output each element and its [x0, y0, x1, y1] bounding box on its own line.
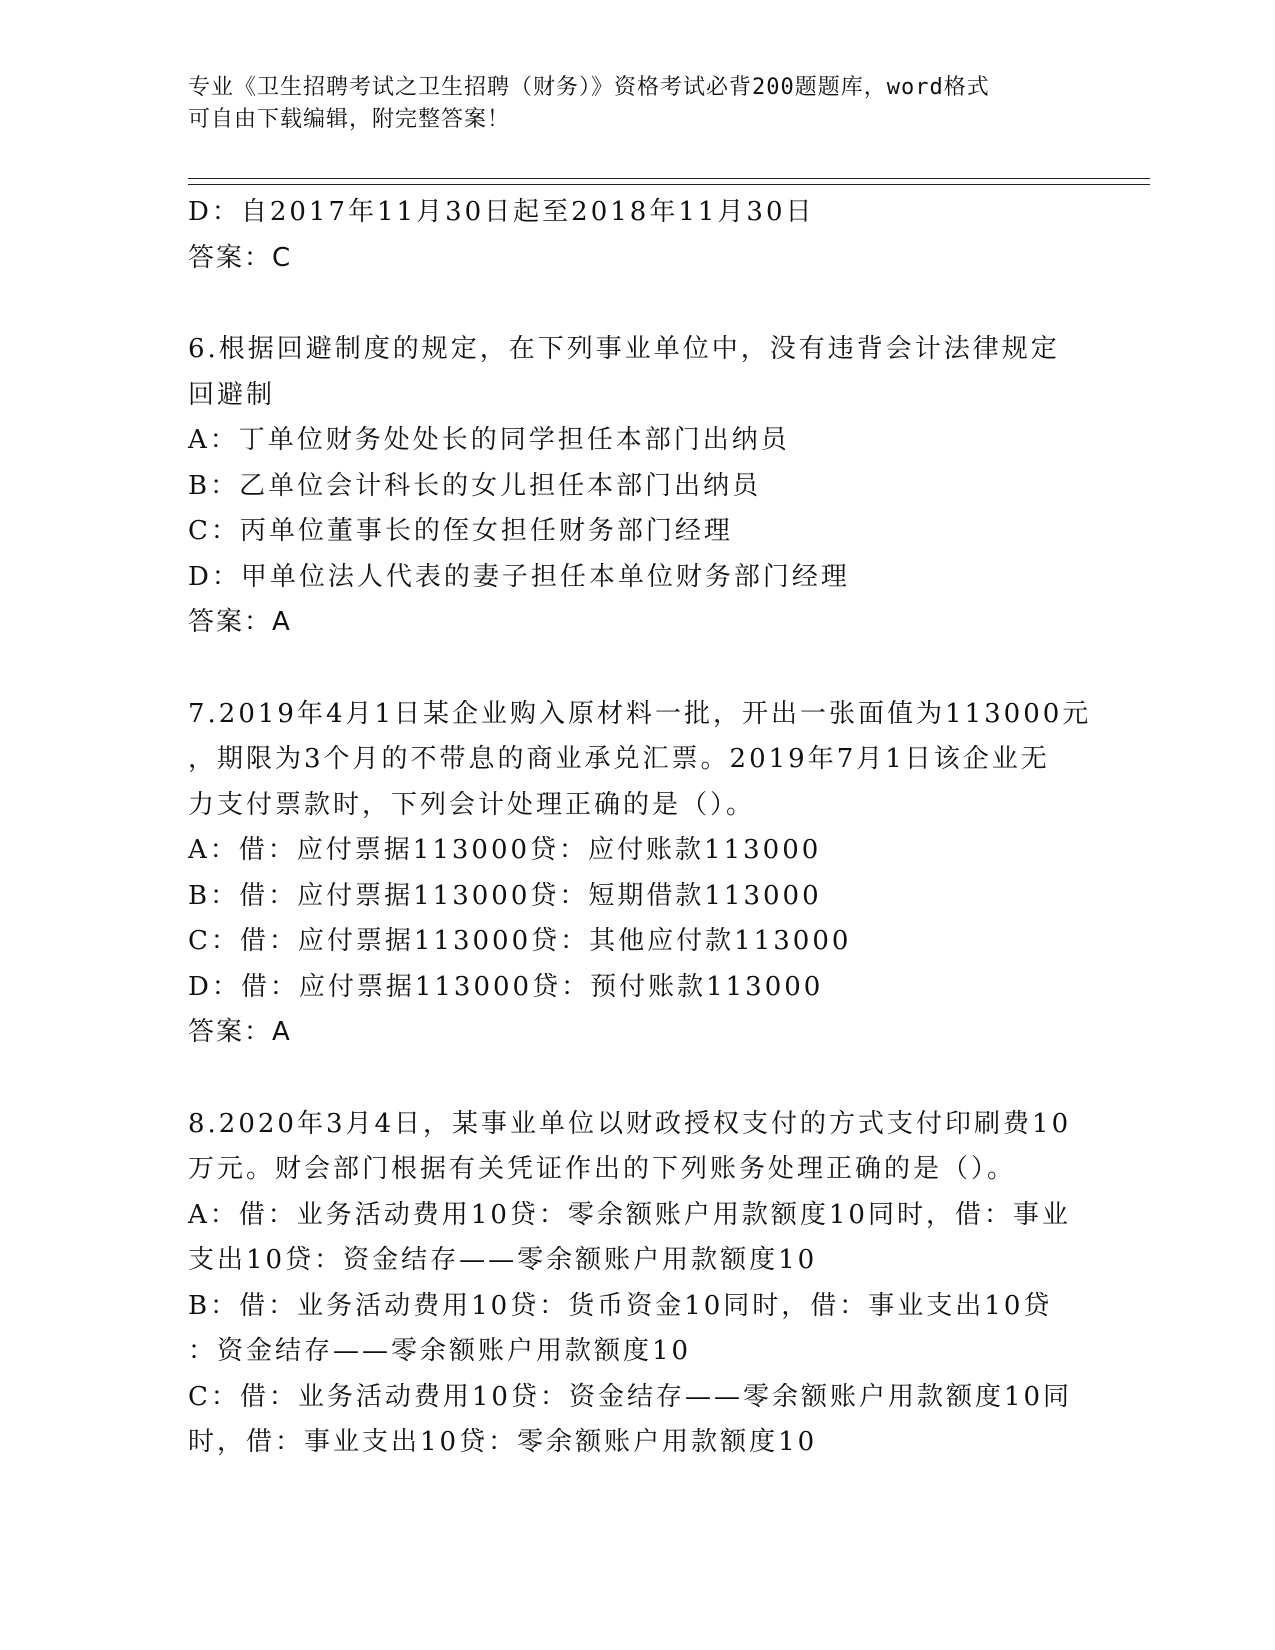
option-d: D：自2017年11月30日起至2018年11月30日	[188, 197, 815, 227]
option-b: B：借：应付票据113000贷：短期借款113000	[188, 880, 822, 911]
option-a: A：借：业务活动费用10贷：零余额账户用款额度10同时，借：事业	[188, 1199, 1071, 1230]
spacer	[188, 281, 1088, 327]
question-8	[188, 1102, 1088, 1466]
answer: 答案：C	[188, 242, 293, 273]
option-c: 时，借：事业支出10贷：零余额账户用款额度10	[188, 1427, 818, 1457]
option-c: C：丙单位董事长的侄女担任财务部门经理	[188, 516, 733, 546]
option-d: D：甲单位法人代表的妻子担任本单位财务部门经理	[188, 561, 850, 592]
question-stem: 8.2020年3月4日，某事业单位以财政授权支付的方式支付印刷费10	[188, 1108, 1072, 1139]
header-line-1: 专业《卫生招聘考试之卫生招聘（财务）》资格考试必背200题题库，word格式	[188, 75, 990, 100]
option-c: C：借：业务活动费用10贷：资金结存——零余额账户用款额度10同	[188, 1381, 1073, 1412]
answer: 答案：A	[188, 1017, 292, 1047]
header-rule-top	[188, 178, 1150, 179]
header-rule-bottom	[188, 184, 1150, 185]
question-stem: 回避制	[188, 379, 276, 410]
question-6	[188, 327, 1088, 646]
option-a: A：借：应付票据113000贷：应付账款113000	[188, 835, 822, 865]
question-stem: 7.2019年4月1日某企业购入原材料一批，开出一张面值为113000元	[188, 698, 1092, 729]
question-stem: 6.根据回避制度的规定，在下列事业单位中，没有违背会计法律规定	[188, 334, 1060, 364]
question-stem: 力支付票款时，下列会计处理正确的是（）。	[188, 789, 756, 820]
document-header	[188, 72, 1068, 136]
option-a: A：丁单位财务处处长的同学担任本部门出纳员	[188, 425, 790, 455]
header-line-2: 可自由下载编辑，附完整答案！	[188, 107, 511, 132]
option-b: ：资金结存——零余额账户用款额度10	[188, 1336, 692, 1366]
option-d: D：借：应付票据113000贷：预付账款113000	[188, 971, 824, 1002]
question-stem: ，期限为3个月的不带息的商业承兑汇票。2019年7月1日该企业无	[188, 744, 1050, 774]
document-body	[188, 190, 1092, 1466]
option-c: C：借：应付票据113000贷：其他应付款113000	[188, 926, 852, 956]
spacer	[188, 646, 1088, 692]
question-stem: 万元。财会部门根据有关凭证作出的下列账务处理正确的是（）。	[188, 1154, 1017, 1184]
option-b: B：乙单位会计科长的女儿担任本部门出纳员	[188, 470, 762, 501]
answer: 答案：A	[188, 607, 292, 637]
question-7	[188, 692, 1092, 1056]
option-a: 支出10贷：资金结存——零余额账户用款额度10	[188, 1245, 818, 1275]
question-5-tail	[188, 190, 1088, 281]
option-b: B：借：业务活动费用10贷：货币资金10同时，借：事业支出10贷	[188, 1290, 1053, 1321]
spacer	[188, 1056, 1088, 1102]
